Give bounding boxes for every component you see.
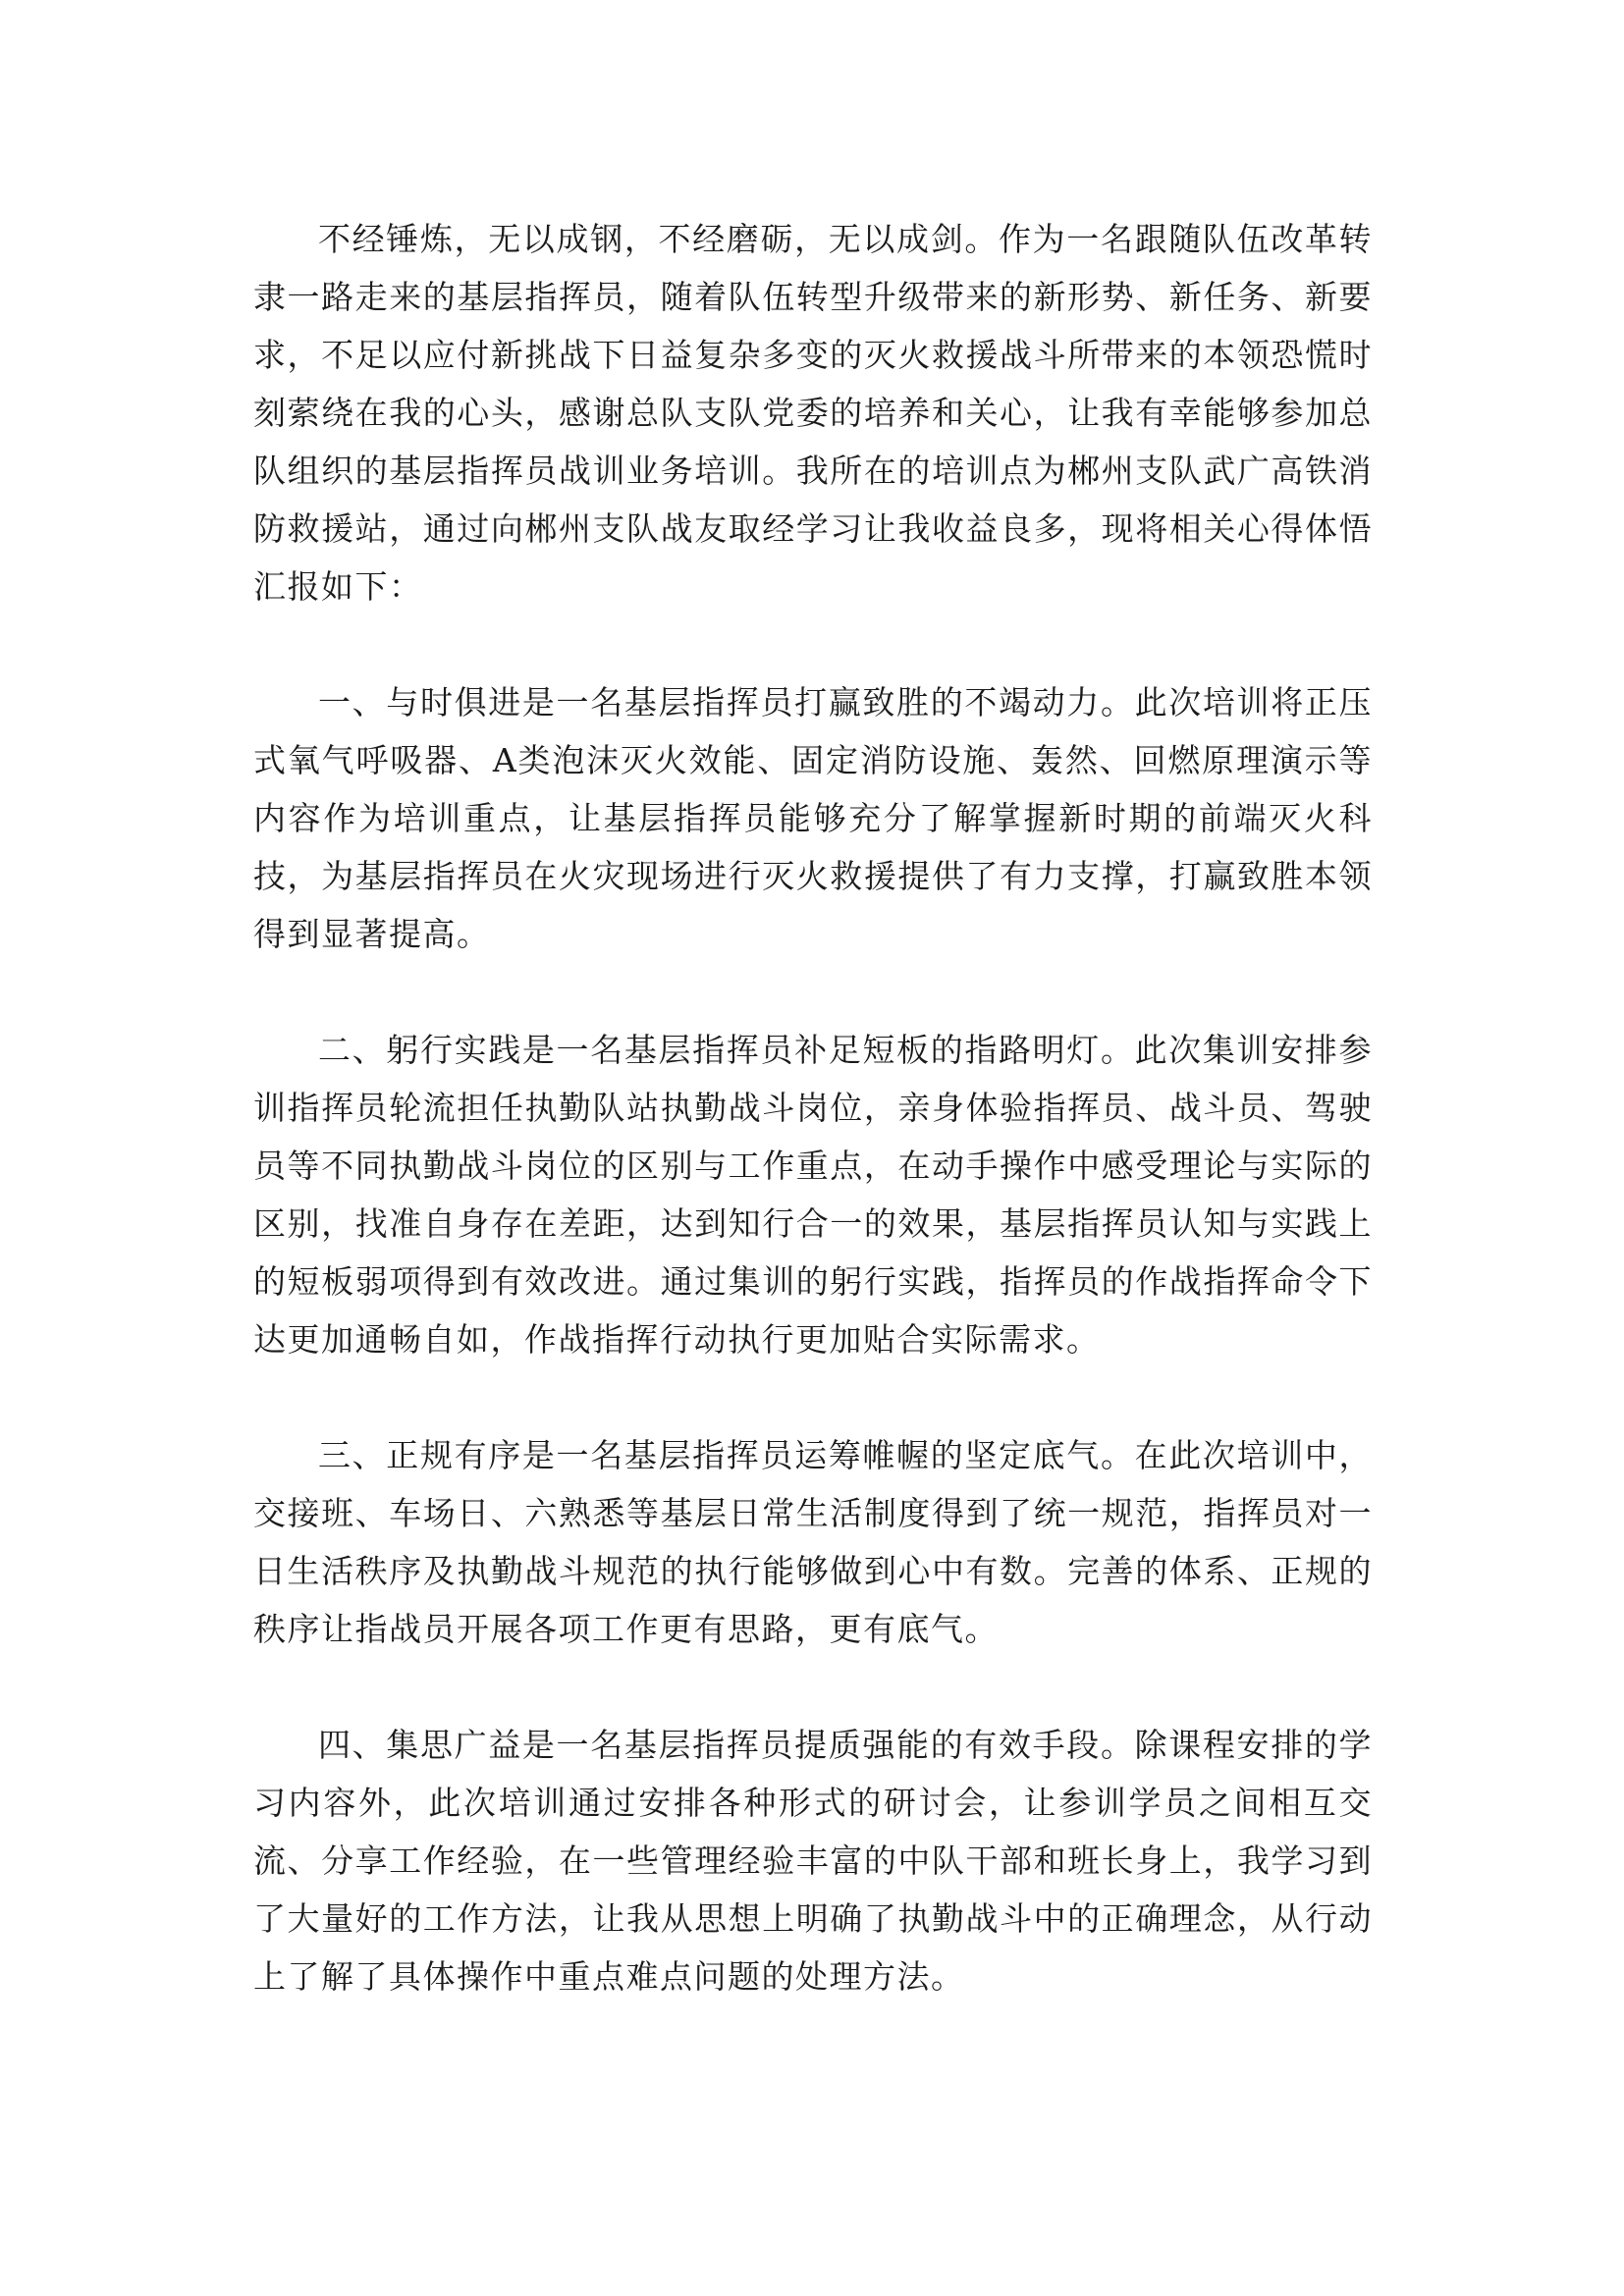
- section-two-paragraph: 二、躬行实践是一名基层指挥员补足短板的指路明灯。此次集训安排参训指挥员轮流担任执勤队站执勤战斗岗位，亲身体验指挥员、战斗员、驾驶员等不同执勤战斗岗位的区别与工作重点，在动手操作中感受理论与实际的区别，找准自身存在差距，达到知行合一的效果，基层指挥员认知与实践上的短板弱项得到有效改进。通过集训的躬行实践，指挥员的作战指挥命令下达更加通畅自如，作战指挥行动执行更加贴合实际需求。: [253, 1031, 1373, 1359]
- section-one-paragraph: 一、与时俱进是一名基层指挥员打赢致胜的不竭动力。此次培训将正压式氧气呼吸器、A类泡沫灭火效能、固定消防设施、轰然、回燃原理演示等内容作为培训重点，让基层指挥员能够充分了解掌握新时期的前端灭火科技，为基层指挥员在火灾现场进行灭火救援提供了有力支撑，打赢致胜本领得到显著提高。: [253, 683, 1373, 953]
- document-body: [253, 210, 1373, 2005]
- section-four-paragraph: 四、集思广益是一名基层指挥员提质强能的有效手段。除课程安排的学习内容外，此次培训通过安排各种形式的研讨会，让参训学员之间相互交流、分享工作经验，在一些管理经验丰富的中队干部和班长身上，我学习到了大量好的工作方法，让我从思想上明确了执勤战斗中的正确理念，从行动上了解了具体操作中重点难点问题的处理方法。: [253, 1726, 1373, 1996]
- intro-paragraph: 不经锤炼，无以成钢，不经磨砺，无以成剑。作为一名跟随队伍改革转隶一路走来的基层指挥员，随着队伍转型升级带来的新形势、新任务、新要求，不足以应付新挑战下日益复杂多变的灭火救援战斗所带来的本领恐慌时刻萦绕在我的心头，感谢总队支队党委的培养和关心，让我有幸能够参加总队组织的基层指挥员战训业务培训。我所在的培训点为郴州支队武广高铁消防救援站，通过向郴州支队战友取经学习让我收益良多，现将相关心得体悟汇报如下：: [253, 220, 1373, 606]
- section-three-paragraph: 三、正规有序是一名基层指挥员运筹帷幄的坚定底气。在此次培训中，交接班、车场日、六熟悉等基层日常生活制度得到了统一规范，指挥员对一日生活秩序及执勤战斗规范的执行能够做到心中有数。完善的体系、正规的秩序让指战员开展各项工作更有思路，更有底气。: [253, 1436, 1373, 1648]
